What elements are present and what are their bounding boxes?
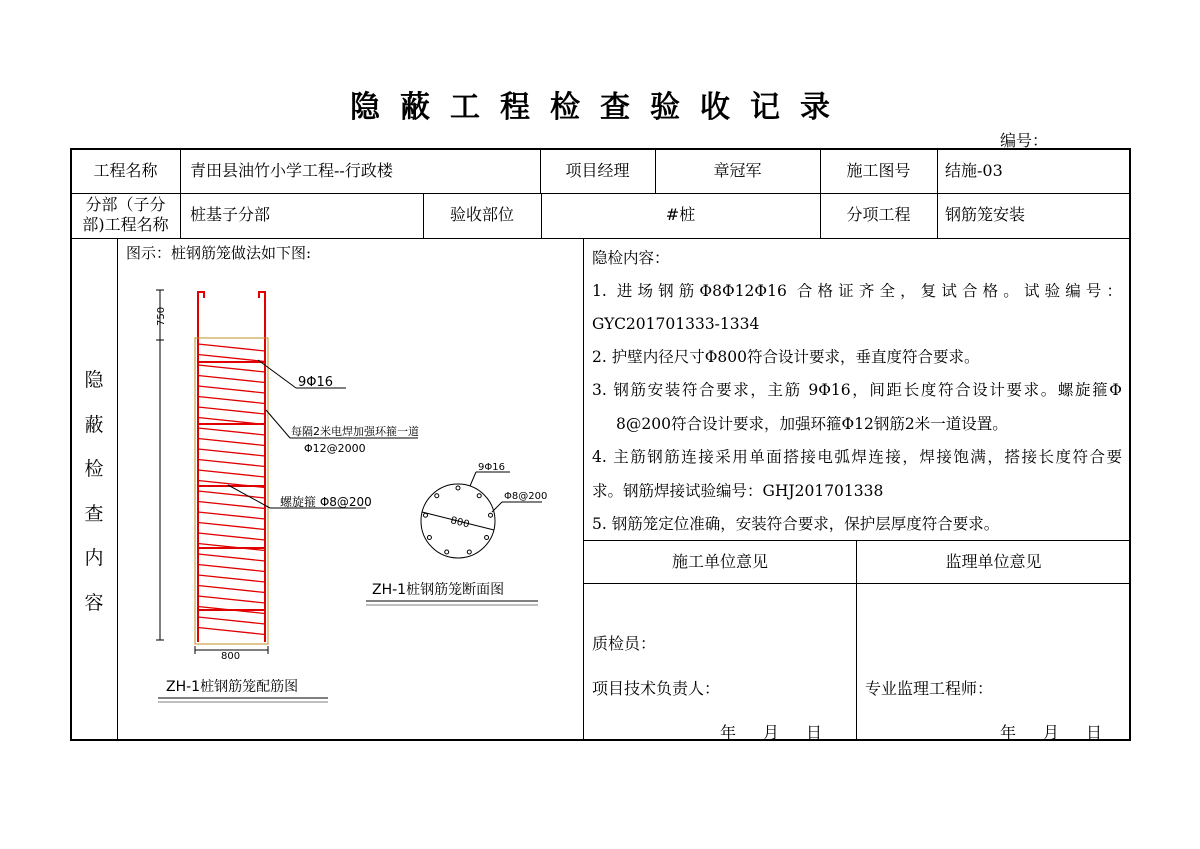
section-title: ZH-1桩钢筋笼断面图: [372, 582, 505, 598]
spiral-hoop: [198, 386, 265, 393]
sub-item-label: 分项工程: [846, 205, 911, 224]
spiral-hoop: [198, 407, 265, 414]
inspection-item-1: 1. 进场钢筋Φ8Φ12Φ16 合格证齐全，复试合格。试验编号：: [592, 282, 1122, 300]
col-divider: [937, 149, 938, 238]
subdivision-label-line1: 分部（子分: [85, 195, 166, 214]
section-bar: [477, 494, 481, 498]
inspection-item-2: 2. 护壁内径尺寸Φ800符合设计要求，垂直度符合要求。: [592, 348, 980, 366]
dimension-800: 800: [221, 651, 241, 662]
tech-lead-label: 项目技术负责人：: [592, 679, 721, 698]
spiral-hoop: [198, 512, 265, 519]
section-diameter: 800: [449, 515, 471, 531]
inspection-item-4: 4. 主筋钢筋连接采用单面搭接电弧焊连接，焊接饱满，搭接长度符合要: [592, 448, 1122, 466]
side-label-char: 内: [84, 547, 104, 570]
ring-spacing-label: Φ12@2000: [304, 442, 366, 455]
dimension-750: 750: [156, 306, 167, 326]
subdivision-name: 桩基子分部: [190, 205, 271, 224]
date-day: 日: [806, 723, 823, 742]
section-bar: [445, 550, 449, 554]
inspection-item-4-cont: 求。钢筋焊接试验编号：GHJ201701338: [592, 482, 884, 500]
section-bar: [424, 513, 428, 517]
side-label: [80, 365, 108, 633]
spiral-hoop: [198, 439, 265, 446]
inspection-item-5: 5. 钢筋笼定位准确，安装符合要求，保护层厚度符合要求。: [592, 515, 1000, 533]
supervising-engineer-label: 专业监理工程师：: [865, 679, 994, 698]
spiral-label: 螺旋箍 Φ8@200: [280, 495, 372, 509]
inspection-item-3: 3. 钢筋安装符合要求，主筋 9Φ16，间距长度符合设计要求。螺旋箍Φ: [592, 381, 1122, 399]
manager-name: 章冠军: [713, 161, 762, 180]
leader-line: [266, 410, 290, 438]
date-day: 日: [1086, 723, 1103, 742]
leader-line: [492, 502, 502, 512]
spiral-hoop: [198, 533, 265, 540]
section-bar-label: 9Φ16: [478, 462, 505, 473]
section-bar: [488, 513, 492, 517]
page-title: 隐蔽工程检查验收记录: [350, 90, 850, 125]
drawing-caption: 图示：桩钢筋笼做法如下图:: [126, 244, 312, 262]
section-bar: [435, 494, 439, 498]
side-label-char: 蔽: [84, 413, 104, 436]
section-spiral-label: Φ8@200: [504, 491, 548, 502]
cage-outline: [195, 338, 268, 644]
spiral-hoop: [198, 470, 265, 477]
spiral-hoop: [198, 449, 265, 456]
section-bar: [456, 486, 460, 490]
leader-line: [228, 485, 270, 508]
construction-opinion-label: 施工单位意见: [671, 552, 768, 571]
side-label-char: 隐: [84, 369, 104, 391]
date-year: 年: [720, 723, 737, 742]
side-label-char: 查: [84, 502, 104, 525]
spiral-hoop: [198, 617, 265, 624]
drawing-divider: [583, 238, 584, 740]
section-bar: [485, 536, 489, 540]
elevation-title: ZH-1桩钢筋笼配筋图: [166, 679, 299, 695]
spiral-hoops: [198, 344, 265, 635]
manager-label: 项目经理: [565, 161, 630, 180]
date-month: 月: [1043, 723, 1060, 742]
main-bar-label: 9Φ16: [298, 375, 334, 390]
row-divider-2: [71, 238, 1130, 239]
side-label-char: 检: [84, 458, 104, 481]
section-bar: [467, 550, 471, 554]
date-month: 月: [763, 723, 780, 742]
spiral-hoop: [198, 397, 265, 404]
ring-label: 每隔2米电焊加强环箍一道: [291, 425, 419, 438]
leader-line: [258, 360, 296, 388]
spiral-hoop: [198, 554, 265, 561]
inspection-item-3-cont: 8@200符合设计要求，加强环箍Φ12钢筋2米一道设置。: [616, 415, 1008, 433]
date-year: 年: [1000, 723, 1017, 742]
spiral-hoop: [198, 628, 265, 635]
supervision-opinion-label: 监理单位意见: [945, 552, 1042, 571]
inspection-part: #桩: [665, 205, 696, 224]
side-label-char: 容: [84, 591, 104, 614]
spiral-hoop: [198, 365, 265, 372]
rebar-cage-drawing: [118, 240, 582, 738]
spiral-hoop: [198, 596, 265, 603]
spiral-hoop: [198, 428, 265, 435]
spiral-hoop: [198, 491, 265, 498]
spiral-hoop: [198, 575, 265, 582]
spiral-hoop: [198, 355, 265, 362]
spiral-hoop: [198, 586, 265, 593]
drawing-no-label: 施工图号: [846, 161, 911, 180]
project-name: 青田县油竹小学工程--行政楼: [190, 161, 393, 180]
drawing-no: 结施-03: [945, 161, 1003, 180]
qc-inspector-label: 质检员：: [592, 634, 657, 653]
spiral-hoop: [198, 376, 265, 383]
inspection-part-label: 验收部位: [449, 205, 514, 224]
spiral-hoop: [198, 502, 265, 509]
inspection-heading: 隐检内容：: [592, 249, 670, 267]
section-bar: [427, 536, 431, 540]
spiral-hoop: [198, 344, 265, 351]
inspection-item-1-number: GYC201701333-1334: [592, 315, 760, 333]
leader-line: [470, 472, 476, 486]
project-name-label: 工程名称: [93, 161, 158, 180]
row-divider-1: [71, 193, 1130, 194]
subdivision-label-line2: 部)工程名称: [82, 215, 169, 234]
spiral-hoop: [198, 460, 265, 467]
col-divider: [180, 149, 181, 238]
spiral-hoop: [198, 523, 265, 530]
sub-item: 钢筋笼安装: [945, 205, 1026, 224]
spiral-hoop: [198, 565, 265, 572]
serial-number-label: 编号：: [1000, 131, 1049, 150]
